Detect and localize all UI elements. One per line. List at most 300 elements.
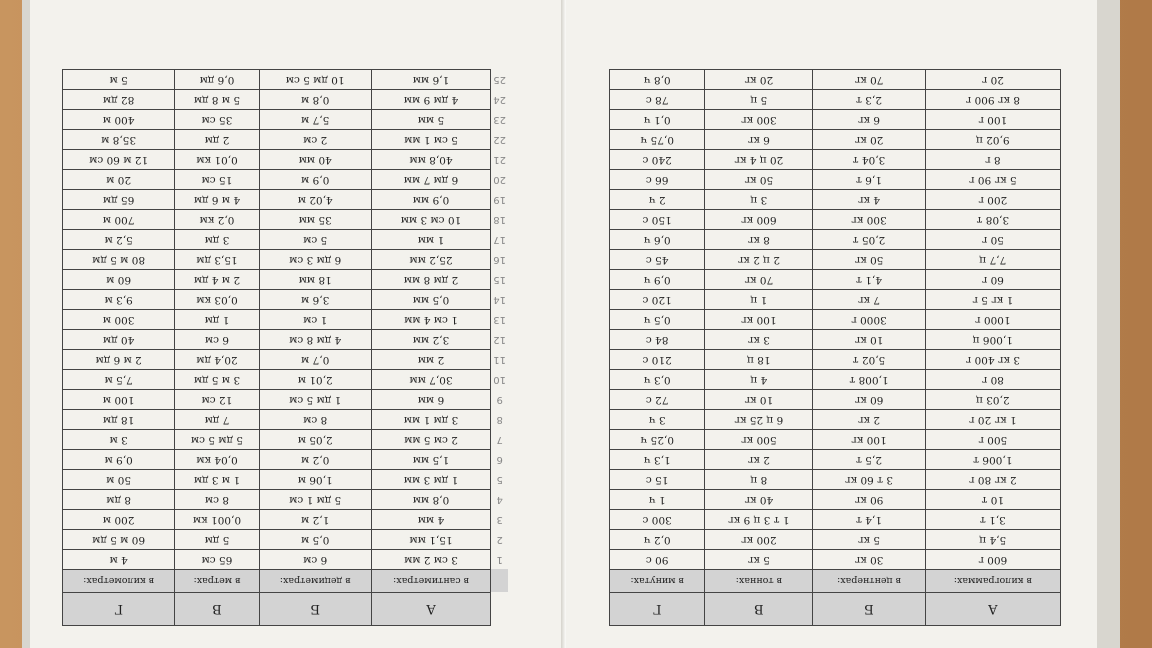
table-row — [63, 510, 509, 530]
table-cell: 66 с — [610, 170, 705, 190]
table-cell: 60 м 5 дм — [63, 530, 175, 550]
table-cell: 5,02 т — [813, 350, 925, 370]
table-cell: 0,2 км — [175, 210, 259, 230]
table-cell: 0,5 мм — [371, 290, 490, 310]
table-cell: 300 с — [610, 510, 705, 530]
table-cell: 18 дм — [63, 410, 175, 430]
table-cell: 200 кг — [705, 530, 813, 550]
table-cell: 8 кг 900 г — [925, 90, 1060, 110]
table-cell: 4,02 м — [259, 190, 371, 210]
table-cell: 0,7 м — [259, 350, 371, 370]
table-cell: 100 кг — [705, 310, 813, 330]
table-cell: 4 дм 8 см — [259, 330, 371, 350]
table-cell: 0,25 ч — [610, 430, 705, 450]
handwritten-row-number: 4 — [496, 494, 503, 505]
table-cell: 60 м — [63, 270, 175, 290]
length-conversion-table — [62, 69, 508, 626]
table-cell: 60 кг — [813, 390, 925, 410]
table-cell: 5,7 м — [259, 110, 371, 130]
table-row — [63, 110, 509, 130]
table-cell: 90 кг — [813, 490, 925, 510]
handwritten-row-number: 24 — [493, 94, 506, 105]
table-cell: 300 кг — [813, 210, 925, 230]
table-cell: 1 ч — [610, 490, 705, 510]
column-letter: В — [705, 593, 813, 626]
table-cell: 5,2 м — [63, 230, 175, 250]
table-cell: 40 кг — [705, 490, 813, 510]
table-cell: 1,008 т — [813, 370, 925, 390]
table-cell: 5 дм 1 см — [259, 490, 371, 510]
table-cell: 1,06 м — [259, 470, 371, 490]
table-row — [63, 70, 509, 90]
table-cell: 0,3 ч — [610, 370, 705, 390]
table-cell: 1 ц — [705, 290, 813, 310]
table-cell: 10 кг — [813, 330, 925, 350]
mass-time-conversion-table — [609, 69, 1061, 626]
table-cell: 0,2 ч — [610, 530, 705, 550]
table-cell: 1,6 т — [813, 170, 925, 190]
table-cell: 0,1 ч — [610, 110, 705, 130]
table-cell: 2 мм — [371, 350, 490, 370]
table-cell: 1 кг 5 г — [925, 290, 1060, 310]
table-cell: 1,3 ч — [610, 450, 705, 470]
table-cell: 6 мм — [371, 390, 490, 410]
table-cell: 1,6 мм — [371, 70, 490, 90]
table-cell: 15,3 дм — [175, 250, 259, 270]
table-cell: 3 ч — [610, 410, 705, 430]
table-cell: 5 см — [259, 230, 371, 250]
table-cell: 4 дм 9 мм — [371, 90, 490, 110]
handwritten-row-number: 5 — [496, 474, 503, 485]
table-cell: 3 см 2 мм — [371, 550, 490, 570]
table-cell: 2 кг — [813, 410, 925, 430]
table-cell: 12 см — [175, 390, 259, 410]
table-cell: 70 кг — [705, 270, 813, 290]
table-cell: 35 см — [175, 110, 259, 130]
table-row — [63, 450, 509, 470]
table-row — [610, 150, 1061, 170]
handwritten-row-number: 9 — [496, 394, 503, 405]
table-row — [610, 410, 1061, 430]
table-cell: 3 т 60 кг — [813, 470, 925, 490]
table-row — [63, 350, 509, 370]
table-cell: 20 м — [63, 170, 175, 190]
handwritten-row-number: 10 — [493, 374, 506, 385]
table-cell: 2 см 5 мм — [371, 430, 490, 450]
table-cell: 5 мм — [371, 110, 490, 130]
table-cell: 84 с — [610, 330, 705, 350]
table-cell: 600 г — [925, 550, 1060, 570]
row-number-spacer — [491, 593, 508, 626]
column-letter: В — [175, 593, 259, 626]
table-cell: 4 ц — [705, 370, 813, 390]
table-cell: 0,5 м — [259, 530, 371, 550]
table-cell: 120 с — [610, 290, 705, 310]
table-cell: 90 с — [610, 550, 705, 570]
table-cell: 7 дм — [175, 410, 259, 430]
column-letter: Б — [259, 593, 371, 626]
table-cell: 8 дм — [63, 490, 175, 510]
table-row — [63, 250, 509, 270]
table-cell: 2 кг — [705, 450, 813, 470]
table-cell: 300 м — [63, 310, 175, 330]
table-cell: 600 кг — [705, 210, 813, 230]
column-letter-row — [610, 593, 1061, 626]
table-cell: 82 дм — [63, 90, 175, 110]
column-letter: Б — [813, 593, 925, 626]
table-cell: 5 м — [63, 70, 175, 90]
table-cell: 0,01 км — [175, 150, 259, 170]
table-cell: 70 кг — [813, 70, 925, 90]
table-cell: 1 дм 5 см — [259, 390, 371, 410]
table-cell: 8 г — [925, 150, 1060, 170]
table-cell: 72 с — [610, 390, 705, 410]
table-cell: 0,03 км — [175, 290, 259, 310]
table-row — [63, 150, 509, 170]
handwritten-row-number: 25 — [493, 74, 506, 85]
table-cell: 18 ц — [705, 350, 813, 370]
table-cell: 60 г — [925, 270, 1060, 290]
table-cell: 2,01 м — [259, 370, 371, 390]
table-cell: 3000 г — [813, 310, 925, 330]
table-row — [63, 230, 509, 250]
table-cell: 700 м — [63, 210, 175, 230]
table-cell: 0,001 км — [175, 510, 259, 530]
handwritten-row-number: 20 — [493, 174, 506, 185]
table-cell: 8 см — [175, 490, 259, 510]
table-cell: 3,04 т — [813, 150, 925, 170]
table-row — [63, 270, 509, 290]
table-cell: 3 м 5 дм — [175, 370, 259, 390]
table-cell: 45 с — [610, 250, 705, 270]
table-row — [610, 270, 1061, 290]
table-row — [610, 530, 1061, 550]
table-row — [610, 370, 1061, 390]
table-cell: 3,6 м — [259, 290, 371, 310]
table-cell: 4 м 6 дм — [175, 190, 259, 210]
table-cell: 0,6 дм — [175, 70, 259, 90]
table-cell: 2 кг 80 г — [925, 470, 1060, 490]
unit-header-cell: в центнерах: — [813, 570, 925, 593]
table-row — [610, 230, 1061, 250]
table-cell: 65 см — [175, 550, 259, 570]
table-cell: 7 кг — [813, 290, 925, 310]
table-cell: 5 кг — [705, 550, 813, 570]
table-row — [63, 210, 509, 230]
handwritten-row-number: 7 — [496, 434, 503, 445]
table-cell: 4 мм — [371, 510, 490, 530]
table-cell: 35 мм — [259, 210, 371, 230]
handwritten-row-number: 21 — [493, 154, 506, 165]
table-row — [610, 310, 1061, 330]
row-number-spacer — [491, 570, 508, 593]
table-cell: 80 м 5 дм — [63, 250, 175, 270]
table-cell: 6 кг — [705, 130, 813, 150]
table-cell: 40,8 мм — [371, 150, 490, 170]
table-cell: 2,03 ц — [925, 390, 1060, 410]
table-cell: 5,4 ц — [925, 530, 1060, 550]
handwritten-row-number: 11 — [493, 354, 506, 365]
table-cell: 40 мм — [259, 150, 371, 170]
table-row — [63, 330, 509, 350]
handwritten-row-number: 23 — [493, 114, 506, 125]
table-cell: 2 ц 2 кг — [705, 250, 813, 270]
table-row — [63, 190, 509, 210]
table-cell: 15 с — [610, 470, 705, 490]
table-cell: 210 с — [610, 350, 705, 370]
table-cell: 2 м 4 дм — [175, 270, 259, 290]
table-cell: 10 т — [925, 490, 1060, 510]
handwritten-row-number: 19 — [493, 194, 506, 205]
handwritten-row-number: 22 — [493, 134, 506, 145]
table-cell: 1,5 мм — [371, 450, 490, 470]
handwritten-row-number: 18 — [493, 214, 506, 225]
unit-header-cell: в тоннах: — [705, 570, 813, 593]
table-row — [610, 550, 1061, 570]
table-cell: 0,9 м — [259, 170, 371, 190]
handwritten-row-number: 13 — [493, 314, 506, 325]
table-cell: 20 ц 4 кг — [705, 150, 813, 170]
table-row — [610, 470, 1061, 490]
table-cell: 240 с — [610, 150, 705, 170]
table-cell: 1,006 ц — [925, 330, 1060, 350]
table-cell: 0,6 ч — [610, 230, 705, 250]
unit-header-cell: в сантиметрах: — [371, 570, 490, 593]
table-cell: 0,2 м — [259, 450, 371, 470]
handwritten-row-number: 6 — [496, 454, 503, 465]
table-cell: 3,1 т — [925, 510, 1060, 530]
table-cell: 50 г — [925, 230, 1060, 250]
table-row — [610, 330, 1061, 350]
table-cell: 2 дм — [175, 130, 259, 150]
handwritten-row-number: 14 — [493, 294, 506, 305]
handwritten-row-number: 15 — [493, 274, 506, 285]
table-cell: 100 кг — [813, 430, 925, 450]
table-cell: 1,2 м — [259, 510, 371, 530]
table-row — [610, 450, 1061, 470]
table-row — [63, 90, 509, 110]
table-cell: 6 кг — [813, 110, 925, 130]
table-cell: 1 мм — [371, 230, 490, 250]
table-row — [610, 350, 1061, 370]
unit-header-cell: в килограммах: — [925, 570, 1060, 593]
table-cell: 500 г — [925, 430, 1060, 450]
table-row — [63, 170, 509, 190]
table-cell: 8 см — [259, 410, 371, 430]
table-cell: 7,7 ц — [925, 250, 1060, 270]
table-cell: 18 мм — [259, 270, 371, 290]
table-row — [610, 390, 1061, 410]
table-row — [63, 530, 509, 550]
table-row — [610, 190, 1061, 210]
unit-header-cell: в минутах: — [610, 570, 705, 593]
handwritten-row-number: 2 — [496, 534, 503, 545]
table-row — [63, 130, 509, 150]
table-cell: 1 дм 3 мм — [371, 470, 490, 490]
table-cell: 2,05 м — [259, 430, 371, 450]
table-cell: 1,4 т — [813, 510, 925, 530]
table-row — [63, 470, 509, 490]
table-cell: 5 дм — [175, 530, 259, 550]
table-cell: 6 см — [259, 550, 371, 570]
handwritten-row-number: 8 — [496, 414, 503, 425]
table-cell: 5 ц — [705, 90, 813, 110]
left-page — [30, 0, 561, 648]
right-page-rotated-content — [566, 0, 1097, 648]
table-cell: 30,7 мм — [371, 370, 490, 390]
handwritten-row-number: 1 — [496, 554, 503, 565]
handwritten-row-number: 3 — [496, 514, 503, 525]
table-cell: 6 ц 25 кг — [705, 410, 813, 430]
table-cell: 20,4 дм — [175, 350, 259, 370]
table-cell: 400 м — [63, 110, 175, 130]
handwritten-row-number: 16 — [493, 254, 506, 265]
table-cell: 2 м 6 дм — [63, 350, 175, 370]
table-cell: 150 с — [610, 210, 705, 230]
table-cell: 0,8 ч — [610, 70, 705, 90]
table-cell: 10 кг — [705, 390, 813, 410]
table-cell: 0,9 мм — [371, 190, 490, 210]
table-cell: 1000 г — [925, 310, 1060, 330]
table-cell: 2,5 т — [813, 450, 925, 470]
table-cell: 100 г — [925, 110, 1060, 130]
table-cell: 1 см — [259, 310, 371, 330]
table-cell: 3 м — [63, 430, 175, 450]
column-letter: А — [371, 593, 490, 626]
table-cell: 2,05 т — [813, 230, 925, 250]
table-cell: 300 кг — [705, 110, 813, 130]
column-letter: А — [925, 593, 1060, 626]
table-row — [63, 410, 509, 430]
unit-header-row — [610, 570, 1061, 593]
table-row — [63, 430, 509, 450]
table-cell: 1 дм — [175, 310, 259, 330]
table-cell: 10 дм 5 см — [259, 70, 371, 90]
table-cell: 10 см 3 мм — [371, 210, 490, 230]
table-cell: 50 кг — [813, 250, 925, 270]
table-row — [63, 310, 509, 330]
table-row — [63, 390, 509, 410]
table-cell: 8 ц — [705, 470, 813, 490]
table-cell: 5 дм 5 см — [175, 430, 259, 450]
table-cell: 2 см — [259, 130, 371, 150]
table-row — [63, 550, 509, 570]
table-row — [63, 290, 509, 310]
table-cell: 20 г — [925, 70, 1060, 90]
unit-header-cell: в метрах: — [175, 570, 259, 593]
table-row — [610, 210, 1061, 230]
table-cell: 1 т 3 ц 9 кг — [705, 510, 813, 530]
table-cell: 15 см — [175, 170, 259, 190]
table-cell: 25,2 мм — [371, 250, 490, 270]
table-row — [610, 130, 1061, 150]
table-cell: 3,08 т — [925, 210, 1060, 230]
column-letter: Г — [610, 593, 705, 626]
table-cell: 200 м — [63, 510, 175, 530]
table-cell: 50 м — [63, 470, 175, 490]
table-cell: 6 дм 3 см — [259, 250, 371, 270]
table-cell: 0,8 мм — [371, 490, 490, 510]
table-cell: 1 кг 20 г — [925, 410, 1060, 430]
table-cell: 2,3 т — [813, 90, 925, 110]
right-page — [566, 0, 1097, 648]
table-cell: 8 кг — [705, 230, 813, 250]
left-page-rotated-content — [30, 0, 561, 648]
table-cell: 100 м — [63, 390, 175, 410]
table-cell: 4 м — [63, 550, 175, 570]
table-cell: 40 дм — [63, 330, 175, 350]
table-cell: 3 дм — [175, 230, 259, 250]
unit-header-cell: в километрах: — [63, 570, 175, 593]
unit-header-row — [63, 570, 509, 593]
table-cell: 7,5 м — [63, 370, 175, 390]
table-cell: 200 г — [925, 190, 1060, 210]
table-cell: 30 кг — [813, 550, 925, 570]
table-cell: 0,9 м — [63, 450, 175, 470]
table-cell: 80 г — [925, 370, 1060, 390]
table-row — [610, 430, 1061, 450]
table-cell: 4,1 т — [813, 270, 925, 290]
table-cell: 9,02 ц — [925, 130, 1060, 150]
table-cell: 6 см — [175, 330, 259, 350]
table-cell: 5 м 8 дм — [175, 90, 259, 110]
table-cell: 1 см 4 мм — [371, 310, 490, 330]
table-row — [610, 90, 1061, 110]
column-letter: Г — [63, 593, 175, 626]
handwritten-row-number: 17 — [493, 234, 506, 245]
table-cell: 20 кг — [705, 70, 813, 90]
unit-header-cell: в дециметрах: — [259, 570, 371, 593]
table-cell: 9,3 м — [63, 290, 175, 310]
table-cell: 1 м 3 дм — [175, 470, 259, 490]
table-cell: 0,5 ч — [610, 310, 705, 330]
table-row — [610, 110, 1061, 130]
table-cell: 3 кг — [705, 330, 813, 350]
table-row — [610, 510, 1061, 530]
table-cell: 65 дм — [63, 190, 175, 210]
table-cell: 50 кг — [705, 170, 813, 190]
table-row — [63, 370, 509, 390]
table-cell: 5 кг — [813, 530, 925, 550]
table-cell: 2 ч — [610, 190, 705, 210]
table-cell: 12 м 60 см — [63, 150, 175, 170]
table-cell: 5 см 1 мм — [371, 130, 490, 150]
table-row — [610, 290, 1061, 310]
handwritten-row-number: 12 — [493, 334, 506, 345]
table-cell: 15,1 мм — [371, 530, 490, 550]
table-cell: 3 кг 400 г — [925, 350, 1060, 370]
table-cell: 0,8 м — [259, 90, 371, 110]
table-cell: 2 дм 8 мм — [371, 270, 490, 290]
table-cell: 78 с — [610, 90, 705, 110]
table-cell: 500 кг — [705, 430, 813, 450]
table-cell: 1,006 т — [925, 450, 1060, 470]
table-cell: 5 кг 90 г — [925, 170, 1060, 190]
table-row — [63, 490, 509, 510]
table-cell: 3 дм 1 мм — [371, 410, 490, 430]
table-cell: 3,2 мм — [371, 330, 490, 350]
table-cell: 3 ц — [705, 190, 813, 210]
table-cell: 20 кг — [813, 130, 925, 150]
column-letter-row — [63, 593, 509, 626]
table-row — [610, 250, 1061, 270]
table-cell: 35,8 м — [63, 130, 175, 150]
table-cell: 0,9 ч — [610, 270, 705, 290]
table-cell: 0,75 ч — [610, 130, 705, 150]
table-cell: 4 кг — [813, 190, 925, 210]
table-row — [610, 490, 1061, 510]
table-row — [610, 70, 1061, 90]
